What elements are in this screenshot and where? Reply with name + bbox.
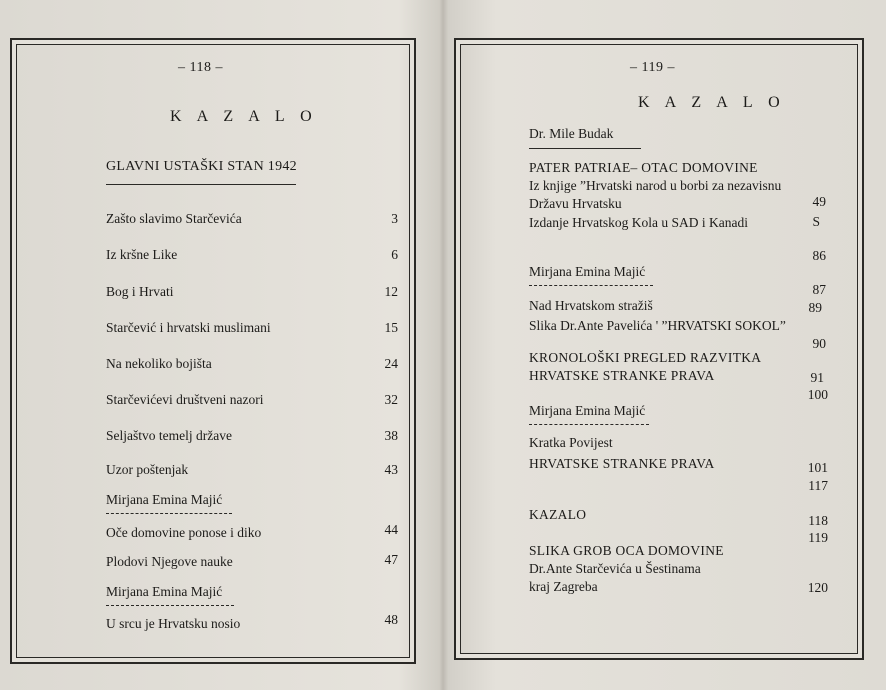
page-number: – 118 –	[178, 60, 223, 75]
right-page	[446, 0, 886, 690]
toc-entry-page: 86	[812, 248, 826, 263]
toc-entry-page: 90	[812, 336, 826, 351]
divider-rule	[529, 148, 641, 149]
toc-entry-title: KAZALO	[529, 507, 587, 522]
divider-rule	[106, 184, 296, 185]
toc-entry-page: 12	[384, 284, 398, 299]
toc-entry-page: 48	[384, 612, 398, 627]
page-number: – 119 –	[630, 60, 675, 75]
toc-author: Dr. Mile Budak	[529, 126, 614, 141]
toc-entry-title: Oče domovine ponose i diko	[106, 525, 262, 540]
toc-entry-page: 15	[384, 320, 398, 335]
toc-entry-page: S	[812, 214, 820, 229]
toc-heading: K A Z A L O	[170, 108, 318, 125]
toc-entry-page: 119	[808, 530, 828, 545]
toc-entry-page: 120	[807, 580, 828, 595]
toc-entry-page: 89	[808, 300, 822, 315]
toc-entry-page: 118	[808, 513, 828, 528]
toc-entry-page: 91	[810, 370, 824, 385]
toc-entry-title: HRVATSKE STRANKE PRAVA	[529, 368, 715, 383]
toc-entry-title: Na nekoliko bojišta	[106, 356, 212, 371]
toc-author: Mirjana Emina Majić	[529, 403, 646, 418]
toc-entry-title: Starčević i hrvatski muslimani	[106, 320, 271, 335]
toc-entry-page: 47	[384, 552, 398, 567]
toc-entry-title: HRVATSKE STRANKE PRAVA	[529, 456, 715, 471]
toc-entry-subtitle: kraj Zagreba	[529, 579, 598, 594]
toc-entry-page: 3	[391, 211, 398, 226]
toc-entry-title: PATER PATRIAE– OTAC DOMOVINE	[529, 160, 758, 175]
toc-entry-page: 6	[391, 247, 398, 262]
toc-entry-title: Seljaštvo temelj države	[106, 428, 232, 443]
toc-entry-title: U srcu je Hrvatsku nosio	[106, 616, 241, 631]
divider-rule	[529, 424, 649, 425]
toc-entry-title: SLIKA GROB OCA DOMOVINE	[529, 543, 724, 558]
toc-entry-page: 24	[384, 356, 398, 371]
toc-entry-page: 49	[812, 194, 826, 209]
toc-entry-title: Uzor poštenjak	[106, 462, 189, 477]
toc-entry-title: KRONOLOŠKI PREGLED RAZVITKA	[529, 350, 762, 365]
toc-entry-page: 43	[384, 462, 398, 477]
toc-entry-page: 44	[384, 522, 398, 537]
toc-author: Mirjana Emina Majić	[529, 264, 646, 279]
toc-entry-page: 117	[808, 478, 828, 493]
toc-entry-page: 100	[807, 387, 828, 402]
toc-author: Mirjana Emina Majić	[106, 492, 223, 507]
divider-rule	[106, 605, 234, 606]
toc-entry-subtitle: Iz knjige ”Hrvatski narod u borbi za nezavisnu	[529, 178, 782, 193]
divider-rule	[529, 285, 653, 286]
toc-entry-title: Bog i Hrvati	[106, 284, 174, 299]
toc-entry-title: Zašto slavimo Starčevića	[106, 211, 242, 226]
toc-entry-page: 87	[812, 282, 826, 297]
toc-entry-title: Nad Hrvatskom stražiš	[529, 298, 653, 313]
toc-entry-page: 38	[384, 428, 398, 443]
toc-entry-title: Plodovi Njegove nauke	[106, 554, 233, 569]
toc-entry-title: Iz kršne Like	[106, 247, 178, 262]
toc-entry-page: 101	[807, 460, 828, 475]
toc-entry-page: 32	[384, 392, 398, 407]
section-title: GLAVNI USTAŠKI STAN 1942	[106, 159, 297, 174]
toc-heading: K A Z A L O	[638, 94, 786, 111]
toc-entry-title: Starčevićevi društveni nazori	[106, 392, 264, 407]
left-page	[0, 0, 440, 690]
toc-entry-subtitle: Izdanje Hrvatskog Kola u SAD i Kanadi	[529, 215, 748, 230]
divider-rule	[106, 513, 232, 514]
toc-entry-subtitle: Kratka Povijest	[529, 435, 613, 450]
toc-entry-subtitle: Dr.Ante Starčevića u Šestinama	[529, 561, 701, 576]
left-page-border	[10, 38, 416, 664]
toc-author: Mirjana Emina Majić	[106, 584, 223, 599]
toc-entry-subtitle: Slika Dr.Ante Pavelića ' ”HRVATSKI SOKOL”	[529, 318, 786, 333]
toc-entry-subtitle: Državu Hrvatsku	[529, 196, 622, 211]
